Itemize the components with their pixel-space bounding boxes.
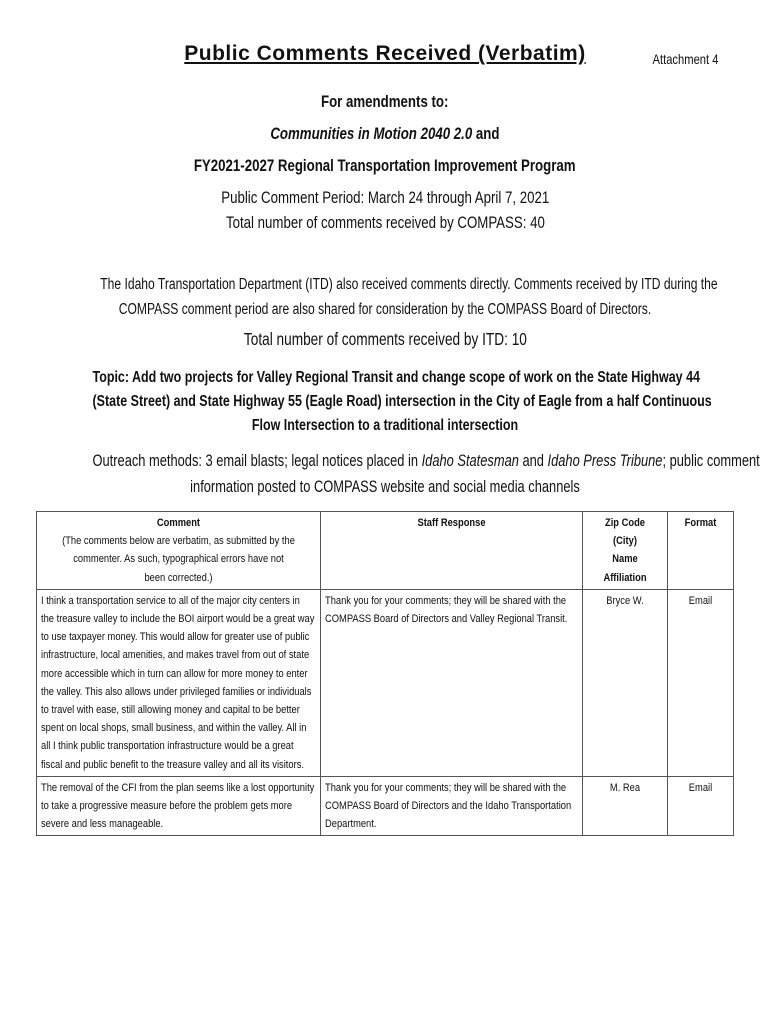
row-1-response-text: Thank you for your comments; they will be shared with the COMPASS Board of Directors and Valley Regional Transit. bbox=[325, 594, 568, 626]
outreach-text-b: and bbox=[518, 452, 548, 470]
outreach-text-c: ; public comment bbox=[662, 452, 760, 470]
itd-paragraph bbox=[20, 272, 750, 322]
itd-paragraph-line-1: The Idaho Transportation Department (ITD) also received comments directly. Comments received by ITD during the bbox=[100, 276, 718, 293]
topic-line-3: Flow Intersection to a traditional intersection bbox=[251, 417, 519, 434]
topic-line-1: Topic: Add two projects for Valley Regional Transit and change scope of work on the State Highway 44 bbox=[92, 369, 700, 386]
tip-heading bbox=[0, 156, 770, 176]
row-1-comment bbox=[37, 589, 321, 776]
row-2-comment bbox=[37, 776, 321, 836]
table-header-row bbox=[37, 512, 734, 590]
total-itd bbox=[0, 329, 770, 350]
cim-heading-text bbox=[270, 124, 499, 144]
row-1-format-text: Email bbox=[688, 594, 713, 607]
row-2-format bbox=[668, 776, 734, 836]
document-title: Public Comments Received (Verbatim) bbox=[184, 42, 586, 65]
total-itd-text: Total number of comments received by ITD: 10 bbox=[243, 329, 527, 349]
row-2-name bbox=[583, 776, 668, 836]
table-row bbox=[37, 776, 734, 836]
itd-paragraph-line-2: COMPASS comment period are also shared for consideration by the COMPASS Board of Directors. bbox=[118, 301, 652, 318]
row-1-format bbox=[668, 589, 734, 776]
header-zip bbox=[583, 512, 668, 590]
title-row bbox=[0, 42, 770, 68]
topic-heading bbox=[10, 366, 760, 438]
total-compass-text: Total number of comments received by COMPASS: 40 bbox=[225, 213, 545, 232]
row-1-response bbox=[321, 589, 583, 776]
header-zip-label: Zip Code (City) Name Affiliation bbox=[603, 517, 647, 584]
header-staff-response bbox=[321, 512, 583, 590]
row-1-name-text: Bryce W. bbox=[606, 594, 644, 607]
outreach-line-1 bbox=[92, 448, 760, 474]
comments-table bbox=[36, 511, 734, 836]
header-format bbox=[668, 512, 734, 590]
header-comment bbox=[37, 512, 321, 590]
row-1-name bbox=[583, 589, 668, 776]
row-2-format-text: Email bbox=[688, 781, 713, 794]
header-format-label: Format bbox=[684, 517, 717, 529]
amendments-heading bbox=[0, 92, 770, 112]
cim-heading bbox=[0, 124, 770, 144]
row-2-response-text: Thank you for your comments; they will be shared with the COMPASS Board of Directors and the Idaho Transportation Department. bbox=[325, 781, 572, 831]
comment-period bbox=[0, 188, 770, 208]
row-2-response bbox=[321, 776, 583, 836]
cim-title: Communities in Motion 2040 2.0 bbox=[270, 124, 473, 143]
topic-line-2: (State Street) and State Highway 55 (Eagle Road) intersection in the City of Eagle from a half Continuous bbox=[92, 393, 712, 410]
amendments-heading-text: For amendments to: bbox=[321, 92, 449, 111]
header-comment-note: (The comments below are verbatim, as submitted by the commenter. As such, typographical errors have not been corrected.) bbox=[62, 535, 295, 584]
outreach-paper-2: Idaho Press Tribune bbox=[547, 452, 663, 470]
header-comment-label: Comment bbox=[156, 517, 201, 529]
total-compass bbox=[0, 213, 770, 233]
tip-heading-text: FY2021-2027 Regional Transportation Improvement Program bbox=[194, 156, 576, 175]
outreach-methods bbox=[10, 448, 760, 500]
outreach-line-2: information posted to COMPASS website and social media channels bbox=[190, 478, 580, 496]
row-1-comment-text: I think a transportation service to all of the major city centers in the treasure valley to include the BOI airport would be a great way to use taxpayer money. This would allow for greater use of public infrastructure, local amenities, and makes travel from out of state more accessible which in turn can allow for more money to enter the valley. This also allows under privileged families or individuals to travel with ease, still allowing money and capital to be better spent on local shops, small business, and within the valley. All in all I think public transportation infrastructure would be a great fiscal and public benefit to the treasure valley and all its visitors. bbox=[41, 594, 315, 771]
table-row bbox=[37, 589, 734, 776]
cim-and: and bbox=[472, 124, 500, 143]
comment-period-text: Public Comment Period: March 24 through April 7, 2021 bbox=[220, 188, 549, 207]
attachment-label: Attachment 4 bbox=[652, 51, 718, 67]
row-2-name-text: M. Rea bbox=[609, 781, 641, 794]
outreach-text-a: Outreach methods: 3 email blasts; legal notices placed in bbox=[92, 452, 422, 470]
header-staff-response-label: Staff Response bbox=[417, 517, 486, 529]
outreach-paper-1: Idaho Statesman bbox=[421, 452, 519, 470]
row-2-comment-text: The removal of the CFI from the plan seems like a lost opportunity to take a progressive measure before the problem gets more severe and less manageable. bbox=[41, 781, 315, 831]
